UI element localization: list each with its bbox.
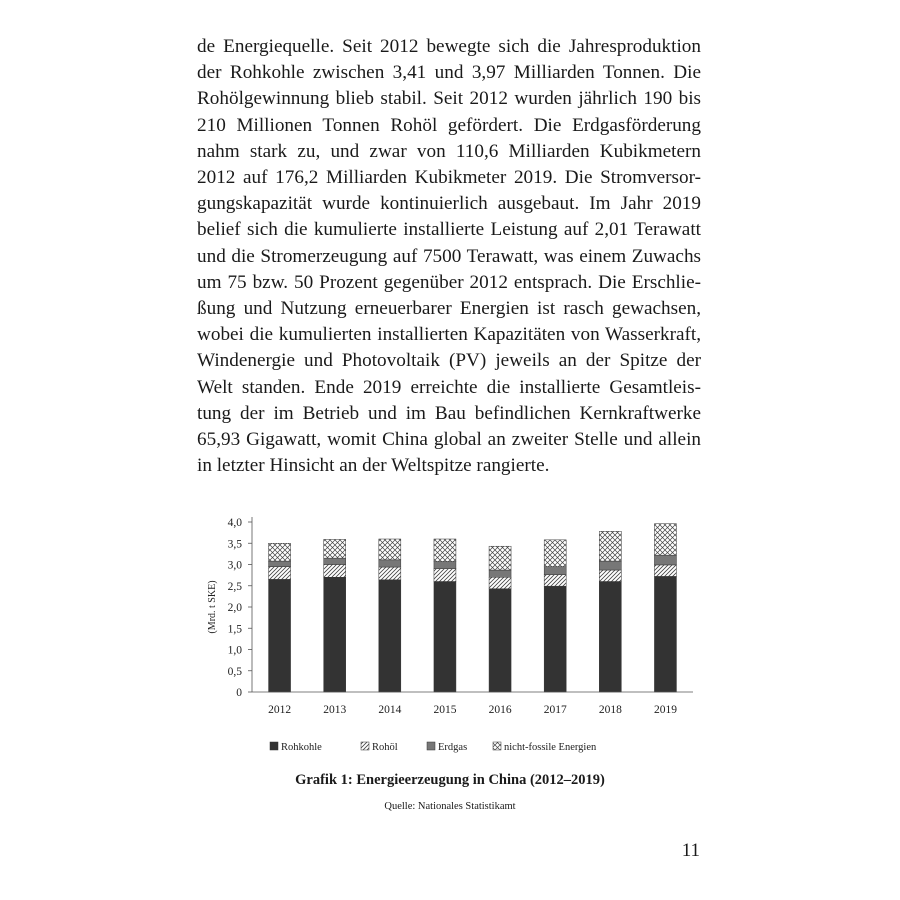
paragraph-line: gungskapazität wurde kontinuierlich ausgebaut. Im Jahr 2019 bbox=[197, 193, 701, 215]
bar-segment-roh-l bbox=[654, 565, 676, 576]
paragraph-line: der Rohkohle zwischen 3,41 und 3,97 Milliarden Tonnen. Die bbox=[197, 62, 701, 84]
bar-segment-erdgas bbox=[324, 558, 346, 564]
y-tick-label: 0,5 bbox=[227, 665, 242, 678]
legend-label: Rohöl bbox=[372, 742, 398, 753]
figure-caption: Grafik 1: Energieerzeugung in China (2012–2019) bbox=[295, 772, 605, 788]
paragraph-line: tung der im Betrieb und im Bau befindlichen Kernkraftwerke bbox=[197, 402, 701, 424]
legend-label: Rohkohle bbox=[281, 742, 322, 753]
bar-segment-roh-l bbox=[434, 569, 456, 582]
x-tick-label: 2017 bbox=[543, 704, 567, 716]
bar-segment-nicht-fossile-energien bbox=[379, 539, 401, 560]
bar-segment-nicht-fossile-energien bbox=[544, 540, 566, 567]
bar-segment-erdgas bbox=[599, 561, 621, 570]
chart-legend bbox=[270, 742, 597, 753]
bar-segment-erdgas bbox=[379, 560, 401, 567]
paragraph-line: um 75 bzw. 50 Prozent gegenüber 2012 entsprach. Die Erschlie- bbox=[197, 271, 701, 293]
y-tick-label: 2,0 bbox=[227, 602, 242, 614]
bar-segment-rohkohle bbox=[654, 576, 676, 692]
paragraph-line: 210 Millionen Tonnen Rohöl gefördert. Die Erdgasförderung bbox=[197, 114, 701, 136]
bar-segment-roh-l bbox=[599, 570, 621, 581]
bar-segment-erdgas bbox=[269, 561, 291, 567]
body-paragraph bbox=[197, 34, 701, 479]
bar-segment-nicht-fossile-energien bbox=[654, 524, 676, 555]
paragraph-line: wobei die kumulierten installierten Kapazitäten von Wasserkraft, bbox=[197, 324, 701, 346]
paragraph-line: 65,93 Gigawatt, womit China global an zweiter Stelle und allein bbox=[197, 429, 701, 451]
legend-swatch bbox=[270, 742, 278, 750]
bar-segment-roh-l bbox=[544, 575, 566, 586]
x-tick-label: 2019 bbox=[653, 704, 677, 716]
bar-segment-nicht-fossile-energien bbox=[324, 539, 346, 558]
page-number: 11 bbox=[681, 840, 700, 861]
bar-segment-rohkohle bbox=[269, 579, 291, 692]
energy-production-chart bbox=[200, 505, 700, 770]
bar-segment-rohkohle bbox=[379, 580, 401, 692]
x-tick-label: 2016 bbox=[488, 704, 512, 716]
paragraph-line: Welt standen. Ende 2019 erreichte die installierte Gesamtleis- bbox=[197, 376, 701, 398]
y-tick-label: 4,0 bbox=[227, 517, 242, 529]
y-tick-label: 3,5 bbox=[227, 538, 242, 551]
paragraph-line: nahm stark zu, und zwar von 110,6 Milliarden Kubikmetern bbox=[197, 140, 701, 162]
paragraph-line: ßung und Nutzung erneuerbarer Energien ist rasch gewachsen, bbox=[197, 298, 701, 320]
y-tick-label: 2,5 bbox=[227, 580, 242, 593]
y-tick-label: 1,5 bbox=[227, 623, 242, 636]
bar-segment-roh-l bbox=[269, 567, 291, 580]
paragraph-line: und die Stromerzeugung auf 7500 Terawatt, was einem Zuwachs bbox=[197, 245, 701, 267]
paragraph-line: 2012 auf 176,2 Milliarden Kubikmeter 2019. Die Stromversor- bbox=[197, 167, 701, 189]
y-axis-title: (Mrd. t SKE) bbox=[207, 580, 218, 634]
legend-label: Erdgas bbox=[438, 742, 468, 753]
bar-segment-roh-l bbox=[379, 567, 401, 580]
legend-label: nicht-fossile Energien bbox=[504, 742, 597, 753]
bar-segment-roh-l bbox=[324, 565, 346, 578]
bar-segment-rohkohle bbox=[544, 586, 566, 692]
paragraph-line: belief sich die kumulierte installierte Leistung auf 2,01 Terawatt bbox=[197, 219, 701, 241]
x-tick-label: 2012 bbox=[268, 704, 292, 716]
bar-segment-nicht-fossile-energien bbox=[489, 546, 511, 570]
bar-segment-nicht-fossile-energien bbox=[269, 543, 291, 561]
bar-segment-rohkohle bbox=[599, 582, 621, 693]
bar-segment-rohkohle bbox=[324, 577, 346, 692]
paragraph-line: Rohölgewinnung blieb stabil. Seit 2012 wurden jährlich 190 bis bbox=[197, 88, 701, 110]
y-tick-label: 3,0 bbox=[227, 559, 242, 572]
y-tick-label: 1,0 bbox=[227, 644, 242, 657]
bar-segment-erdgas bbox=[544, 567, 566, 575]
bar-segment-nicht-fossile-energien bbox=[434, 539, 456, 562]
y-tick-label: 0 bbox=[236, 687, 242, 699]
x-tick-label: 2014 bbox=[378, 704, 402, 716]
legend-swatch bbox=[427, 742, 435, 750]
bar-segment-erdgas bbox=[489, 570, 511, 577]
x-tick-label: 2013 bbox=[323, 704, 347, 716]
paragraph-line: de Energiequelle. Seit 2012 bewegte sich die Jahresproduktion bbox=[197, 36, 701, 57]
paragraph-line: Windenergie und Photovoltaik (PV) jeweils an der Spitze der bbox=[197, 350, 701, 372]
bar-segment-rohkohle bbox=[434, 582, 456, 693]
bar-segment-erdgas bbox=[654, 555, 676, 565]
paragraph-line: in letzter Hinsicht an der Weltspitze rangierte. bbox=[197, 455, 550, 477]
legend-swatch bbox=[361, 742, 369, 750]
bar-segment-nicht-fossile-energien bbox=[599, 531, 621, 561]
bar-segment-erdgas bbox=[434, 562, 456, 569]
bar-segment-rohkohle bbox=[489, 589, 511, 692]
x-tick-label: 2018 bbox=[598, 704, 622, 716]
x-tick-label: 2015 bbox=[433, 704, 457, 716]
bar-segment-roh-l bbox=[489, 577, 511, 588]
figure-source: Quelle: Nationales Statistikamt bbox=[384, 801, 516, 812]
legend-swatch bbox=[493, 742, 501, 750]
